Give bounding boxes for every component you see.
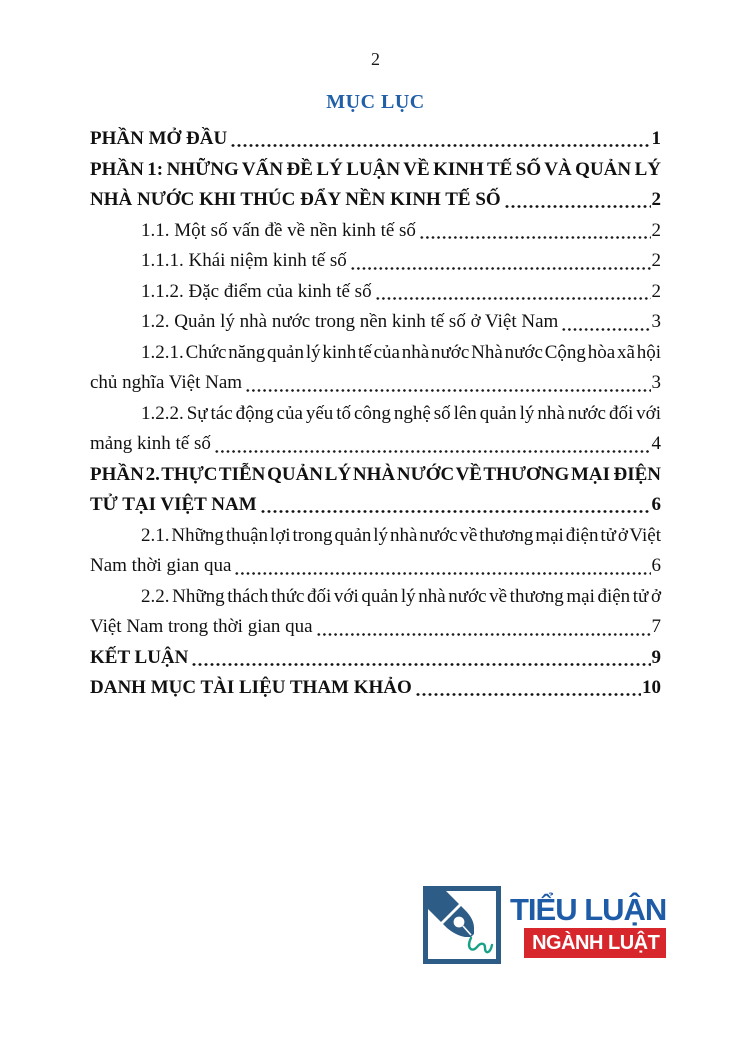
toc-entry-text: 2.1. Những thuận lợi trong quản lý nhà nước về thương mại điện tử ở Việt	[141, 524, 661, 546]
brand-logo	[423, 886, 666, 964]
toc-line-last	[90, 124, 661, 155]
toc-entry-text: 1.2. Quản lý nhà nước trong nền kinh tế số ở Việt Nam	[141, 311, 559, 332]
toc-leader-dots	[214, 429, 651, 460]
toc-entry-text: TỬ TẠI VIỆT NAM	[90, 494, 257, 515]
toc-entry-text: Việt Nam trong thời gian qua	[90, 616, 313, 637]
toc-line-last	[90, 673, 661, 704]
toc-line-last	[90, 368, 661, 399]
toc-entry-text: 2.2. Những thách thức đối với quản lý nhà nước về thương mại điện tử ở	[141, 585, 661, 607]
toc-entry-text: KẾT LUẬN	[90, 646, 189, 668]
toc-entry-text: Nam thời gian qua	[90, 555, 232, 576]
toc-page-number: 2	[651, 250, 661, 271]
toc-entry	[90, 216, 661, 247]
toc-entry	[90, 338, 661, 399]
toc-entry	[90, 460, 661, 521]
toc-entry-text: 1.1.2. Đặc điểm của kinh tế số	[141, 280, 372, 302]
toc-leader-dots	[350, 246, 651, 277]
toc-line	[90, 460, 661, 491]
toc-page-number: 7	[651, 616, 661, 637]
toc-entry	[90, 521, 661, 582]
toc-leader-dots	[191, 643, 650, 674]
toc-leader-dots	[234, 551, 650, 582]
toc-page-number: 10	[642, 677, 661, 698]
toc-leader-dots	[316, 612, 651, 643]
toc-line-last	[90, 307, 661, 338]
toc-entry	[90, 582, 661, 643]
toc-entry	[90, 124, 661, 155]
toc-entry	[90, 307, 661, 338]
toc-line-last	[90, 246, 661, 277]
toc-leader-dots	[245, 368, 650, 399]
toc-line	[90, 521, 661, 552]
toc-entry-text: PHẦN 1: NHỮNG VẤN ĐỀ LÝ LUẬN VỀ KINH TẾ SỐ VÀ QUẢN LÝ	[90, 158, 661, 180]
toc-entry-text: 1.1. Một số vấn đề về nền kinh tế số	[141, 219, 416, 241]
toc-leader-dots	[561, 307, 650, 338]
toc-entry-text: PHẦN 2. THỰC TIỄN QUẢN LÝ NHÀ NƯỚC VỀ THƯƠNG MẠI ĐIỆN	[90, 463, 661, 485]
toc-entry-text: NHÀ NƯỚC KHI THÚC ĐẨY NỀN KINH TẾ SỐ	[90, 189, 501, 210]
toc-line-last	[90, 612, 661, 643]
logo-title: TIỂU LUẬN	[510, 892, 667, 927]
toc-page-number: 4	[651, 433, 661, 454]
toc-entry	[90, 643, 661, 674]
toc-entry-text: 1.1.1. Khái niệm kinh tế số	[141, 250, 347, 271]
toc-line	[90, 399, 661, 430]
page-number: 2	[371, 49, 380, 69]
toc-entry	[90, 277, 661, 308]
toc-line-last	[90, 216, 661, 247]
toc-leader-dots	[375, 277, 651, 308]
logo-subtitle: NGÀNH LUẬT	[524, 928, 666, 958]
toc-leader-dots	[504, 185, 651, 216]
toc-line-last	[90, 490, 661, 521]
toc-leader-dots	[415, 673, 641, 704]
toc-entry-text: 1.2.1. Chức năng quản lý kinh tế của nhà nước Nhà nước Cộng hòa xã hội	[141, 341, 661, 363]
toc-line	[90, 155, 661, 186]
pen-nib-icon	[423, 886, 501, 964]
toc-entry	[90, 399, 661, 460]
toc-line	[90, 338, 661, 369]
table-of-contents	[90, 124, 661, 704]
toc-page-number: 6	[651, 555, 661, 576]
toc-page-number: 2	[651, 219, 661, 241]
toc-entry-text: chủ nghĩa Việt Nam	[90, 372, 243, 393]
toc-leader-dots	[419, 216, 651, 247]
toc-page-number: 3	[651, 372, 661, 393]
toc-page-number: 1	[651, 128, 661, 149]
toc-line-last	[90, 429, 661, 460]
toc-line-last	[90, 185, 661, 216]
toc-line-last	[90, 643, 661, 674]
toc-entry	[90, 673, 661, 704]
toc-entry	[90, 155, 661, 216]
toc-page-number: 2	[651, 280, 661, 302]
toc-leader-dots	[260, 490, 651, 521]
toc-line-last	[90, 551, 661, 582]
toc-entry-text: PHẦN MỞ ĐẦU	[90, 128, 228, 149]
toc-page-number: 2	[651, 189, 661, 210]
toc-entry-text: mảng kinh tế số	[90, 433, 211, 454]
toc-entry	[90, 246, 661, 277]
toc-page-number: 9	[651, 646, 661, 668]
toc-line-last	[90, 277, 661, 308]
toc-page-number: 6	[651, 494, 661, 515]
toc-line	[90, 582, 661, 613]
page-title: MỤC LỤC	[326, 91, 425, 113]
logo-text-block	[510, 894, 666, 958]
toc-entry-text: 1.2.2. Sự tác động của yếu tố công nghệ số lên quản lý nhà nước đối với	[141, 402, 661, 424]
toc-page-number: 3	[651, 311, 661, 332]
toc-leader-dots	[230, 124, 650, 155]
toc-entry-text: DANH MỤC TÀI LIỆU THAM KHẢO	[90, 677, 412, 698]
